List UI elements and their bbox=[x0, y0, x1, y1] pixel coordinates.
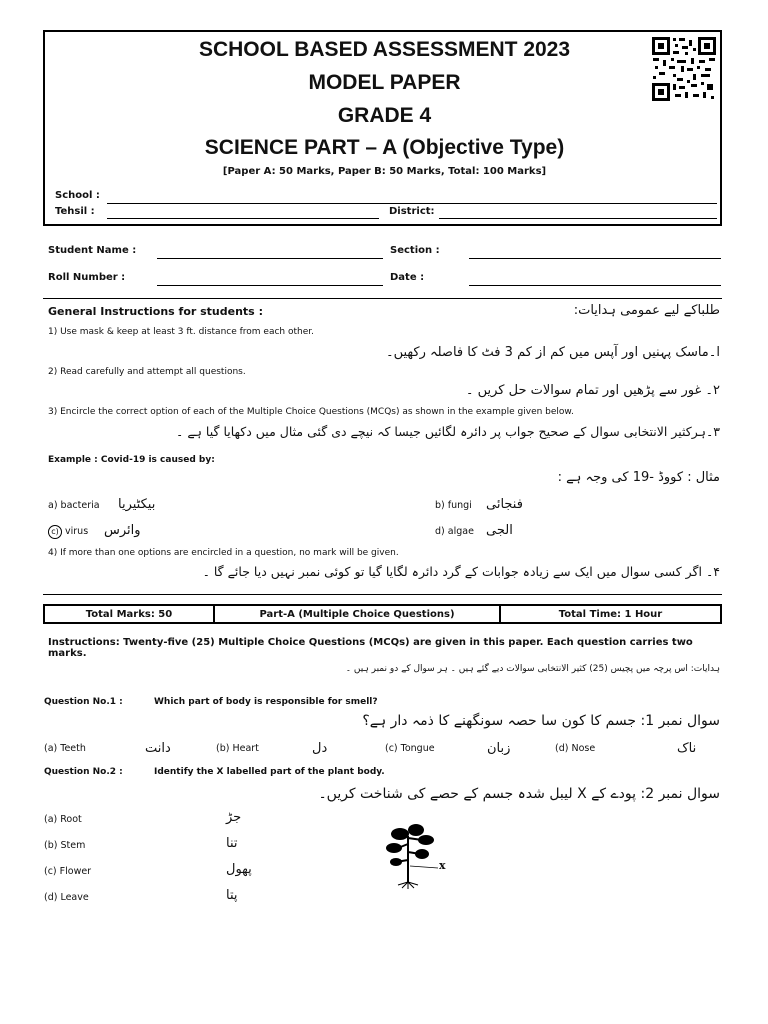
tehsil-field[interactable] bbox=[107, 218, 379, 219]
plant-x-label: x bbox=[439, 859, 446, 872]
mcq-instructions-urdu: ہدایات: اس پرچہ میں پچیس (25) کثیر الانتخابی سوالات دیے گئے ہیں ۔ ہر سوال کے دو نمبر ہیں ۔ bbox=[345, 664, 720, 674]
total-time: Total Time: 1 Hour bbox=[558, 608, 663, 620]
q1-option-d-urdu: ناک bbox=[677, 741, 697, 756]
instruction-4-urdu: ۴۔ اگر کسی سوال میں ایک سے زیادہ جوابات کے گرد دائرہ لگایا گیا تو کوئی نمبر نہیں دیا جائے گا ۔ bbox=[202, 564, 720, 579]
q1-option-c[interactable]: (c) Tongue bbox=[385, 743, 435, 754]
instructions-heading-urdu: طلباکے لیے عمومی ہدایات: bbox=[573, 303, 720, 318]
question-2-text: Identify the X labelled part of the plant body. bbox=[154, 767, 385, 777]
q2-option-d-urdu: پتا bbox=[226, 888, 238, 903]
marks-line: [Paper A: 50 Marks, Paper B: 50 Marks, Total: 100 Marks] bbox=[222, 166, 547, 177]
q2-option-a-urdu: جڑ bbox=[226, 810, 242, 825]
roll-number-label: Roll Number : bbox=[48, 272, 126, 283]
grade-title: GRADE 4 bbox=[337, 104, 432, 127]
mcq-instructions: Instructions: Twenty-five (25) Multiple Choice Questions (MCQs) are given in this paper. Each question carries two marks. bbox=[48, 637, 693, 659]
instruction-3: 3) Encircle the correct option of each of the Multiple Choice Questions (MCQs) as shown in the example given below. bbox=[48, 407, 574, 417]
example-option-b-urdu: فنجائی bbox=[486, 497, 523, 512]
q2-option-a[interactable]: (a) Root bbox=[44, 814, 82, 825]
q2-option-b[interactable]: (b) Stem bbox=[44, 840, 86, 851]
school-field[interactable] bbox=[107, 203, 717, 204]
q2-option-b-urdu: تنا bbox=[226, 836, 238, 851]
q1-option-a-urdu: دانت bbox=[145, 741, 171, 756]
header-box bbox=[43, 30, 722, 226]
plant-illustration bbox=[384, 822, 454, 890]
student-name-label: Student Name : bbox=[48, 245, 137, 256]
date-label: Date : bbox=[390, 272, 425, 283]
example-question: Example : Covid-19 is caused by: bbox=[48, 455, 215, 465]
example-option-c-circle: c) bbox=[48, 525, 62, 539]
tehsil-label: Tehsil : bbox=[55, 206, 95, 217]
qr-code-icon bbox=[651, 36, 717, 102]
example-option-a-urdu: بیکٹیریا bbox=[118, 497, 156, 512]
instruction-2-urdu: ۲۔ غور سے پڑھیں اور تمام سوالات حل کریں ۔ bbox=[465, 383, 720, 398]
example-option-d-urdu: الجی bbox=[486, 523, 513, 538]
instructions-heading: General Instructions for students : bbox=[48, 305, 263, 318]
question-2-label: Question No.2 : bbox=[44, 767, 123, 777]
divider bbox=[43, 298, 722, 299]
district-label: District: bbox=[389, 206, 435, 217]
q1-option-b[interactable]: (b) Heart bbox=[216, 743, 259, 754]
instruction-4: 4) If more than one options are encircled in a question, no mark will be given. bbox=[48, 548, 399, 558]
marks-bar bbox=[43, 604, 722, 624]
example-option-d: d) algae bbox=[435, 526, 474, 537]
q2-option-d[interactable]: (d) Leave bbox=[44, 892, 89, 903]
school-label: School : bbox=[55, 190, 100, 201]
section-field[interactable] bbox=[469, 258, 721, 259]
example-option-b: b) fungi bbox=[435, 500, 472, 511]
example-option-a: a) bacteria bbox=[48, 500, 100, 511]
divider bbox=[43, 594, 722, 595]
section-label: Section : bbox=[390, 245, 440, 256]
example-option-c-urdu: وائرس bbox=[104, 523, 141, 538]
paper-title: SCHOOL BASED ASSESSMENT 2023 bbox=[198, 38, 571, 61]
date-field[interactable] bbox=[469, 285, 721, 286]
instruction-3-urdu: ۳۔ہرکثیر الانتخابی سوال کے صحیح جواب پر دائرہ لگائیں جیسا کہ نیچے دی گئی مثال میں دکھایا گیا ہے ۔ bbox=[176, 424, 720, 439]
question-1-label: Question No.1 : bbox=[44, 697, 123, 707]
q1-option-d[interactable]: (d) Nose bbox=[555, 743, 596, 754]
part-title: SCIENCE PART – A (Objective Type) bbox=[204, 136, 565, 159]
part-a-label: Part-A (Multiple Choice Questions) bbox=[215, 606, 501, 622]
instruction-1: 1) Use mask & keep at least 3 ft. distance from each other. bbox=[48, 327, 314, 337]
model-paper-title: MODEL PAPER bbox=[308, 71, 461, 94]
total-marks: Total Marks: 50 bbox=[45, 606, 215, 622]
instruction-1-urdu: ا۔ماسک پہنیں اور آپس میں کم از کم 3 فٹ کا فاصلہ رکھیں۔ bbox=[385, 345, 720, 360]
district-field[interactable] bbox=[439, 218, 717, 219]
student-name-field[interactable] bbox=[157, 258, 383, 259]
instruction-2: 2) Read carefully and attempt all questions. bbox=[48, 367, 246, 377]
question-1-text: Which part of body is responsible for smell? bbox=[154, 697, 378, 707]
q2-option-c-urdu: پھول bbox=[226, 862, 252, 877]
example-option-c: virus bbox=[65, 526, 89, 537]
q2-option-c[interactable]: (c) Flower bbox=[44, 866, 92, 877]
question-1-urdu: سوال نمبر 1: جسم کا کون سا حصہ سونگھنے کا ذمہ دار ہے؟ bbox=[362, 713, 720, 729]
question-2-urdu: سوال نمبر 2: پودے کے X لیبل شدہ جسم کے حصے کی شناخت کریں۔ bbox=[318, 786, 720, 802]
q1-option-b-urdu: دل bbox=[312, 741, 328, 756]
roll-number-field[interactable] bbox=[157, 285, 383, 286]
q1-option-a[interactable]: (a) Teeth bbox=[44, 743, 86, 754]
q1-option-c-urdu: زبان bbox=[487, 741, 511, 756]
example-question-urdu: مثال : کووڈ -19 کی وجہ ہے : bbox=[557, 470, 720, 485]
